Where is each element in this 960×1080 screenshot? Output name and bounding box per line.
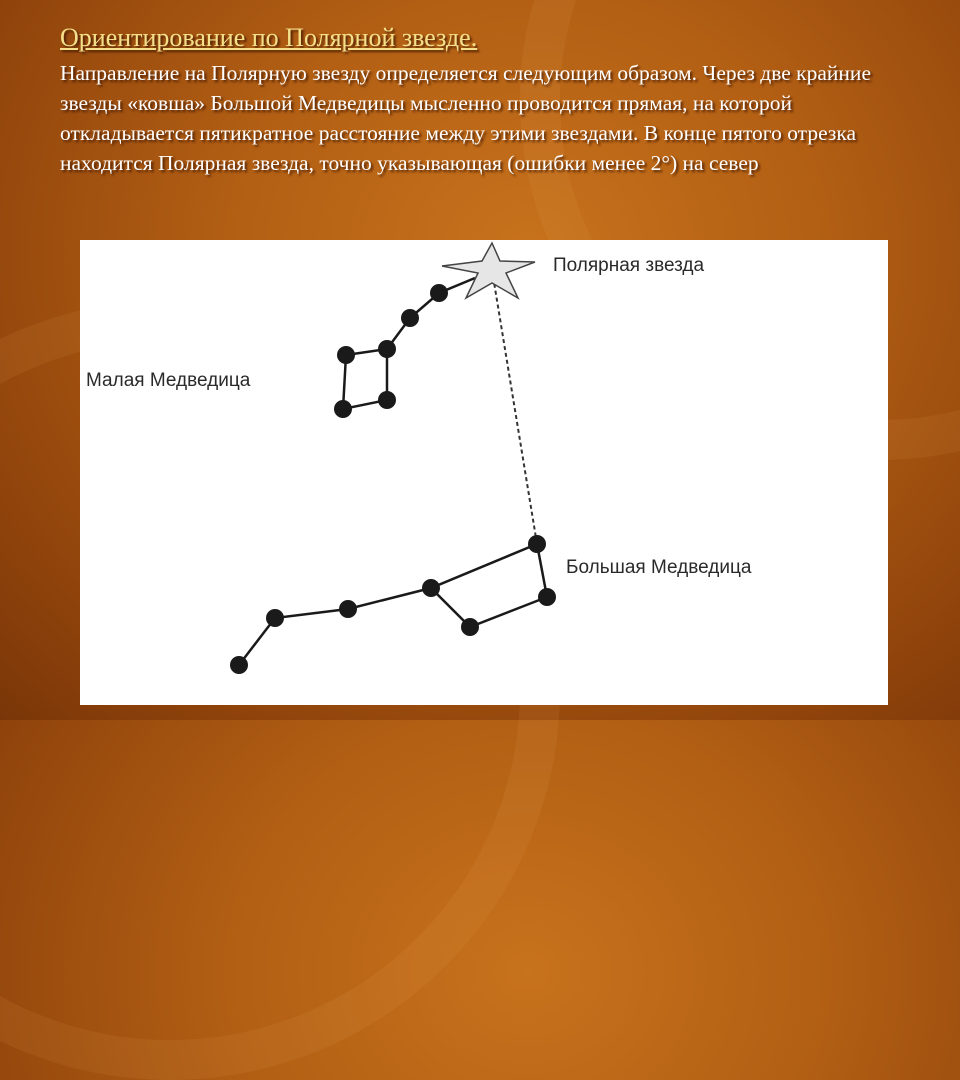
big-dipper-star [422, 579, 440, 597]
constellation-svg [80, 240, 888, 705]
big-dipper-label: Большая Медведица [566, 557, 752, 578]
little-dipper-star [430, 284, 448, 302]
big-dipper-star [339, 600, 357, 618]
polaris-star [442, 243, 535, 298]
big-dipper-star [266, 609, 284, 627]
little-dipper-star [337, 346, 355, 364]
big-dipper-star [461, 618, 479, 636]
slide-description: Направление на Полярную звезду определяется следующим образом. Через две крайние звезды «ковша» Большой Медведицы мысленно проводится прямая, на которой откладывается пятикратное расстояние между этими звездами. В конце пятого отрезка находится Полярная звезда, точно указывающая (ошибки менее 2°) на север [60, 61, 871, 175]
little-dipper-star [378, 340, 396, 358]
little-dipper-star [334, 400, 352, 418]
slide-header [60, 22, 920, 178]
slide-title: Ориентирование по Полярной звезде. [60, 23, 478, 52]
little-dipper-label: Малая Медведица [86, 370, 251, 391]
big-dipper-lines [239, 544, 547, 665]
big-dipper-star [538, 588, 556, 606]
big-dipper-star [528, 535, 546, 553]
pointer-line [492, 270, 537, 544]
little-dipper-star [401, 309, 419, 327]
constellation-diagram [80, 240, 888, 705]
polaris-label: Полярная звезда [553, 255, 705, 276]
big-dipper-star [230, 656, 248, 674]
little-dipper-lines [343, 278, 475, 409]
little-dipper-star [378, 391, 396, 409]
